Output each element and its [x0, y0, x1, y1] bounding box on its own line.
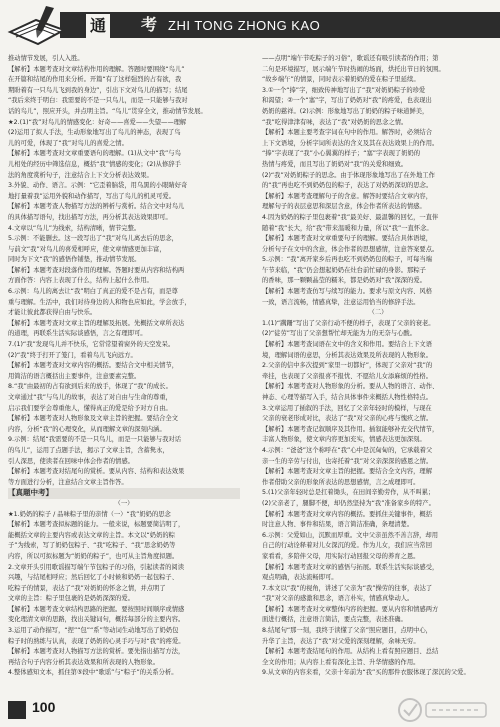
analysis-line: 【解析】本题主要考查字词在句中的作用。解答时，必须结合	[262, 129, 433, 137]
text-line: 理解句子的表层意思和深层含意，体会作者所表达的情感。	[262, 203, 426, 211]
text-line: 3.外貌、动作、语言。示例：“它歪着脑袋，用乌黑的小眼睛好奇	[8, 182, 188, 190]
analysis-line: 【解析】本题考查结尾句的作用。从结构上看有照应题目、总结	[262, 648, 439, 656]
text-line: (2)“我”对奶奶粽子的思念。由于体现形象地写出了在外地工作	[262, 171, 435, 179]
text-line: 8.结尾句“那一刻，我终于读懂了父亲”照应题目，点明中心，	[262, 627, 432, 635]
book-pen-logo-icon	[6, 2, 72, 48]
text-line: 上下文语境，分析字词所表达的含义及其在表达效果上的作用。	[262, 139, 439, 147]
text-line: 父亲的衰老形成对比，表达了“我”对父亲的心疼与愧疚之情。	[262, 415, 433, 423]
text-line: 2.文章开头引用歌谣描写端午节包粽子的习俗，引起读者的阅读	[8, 563, 185, 571]
text-line: 家看看，多陪伴父母，用实际行动回报父母的养育之恩。	[262, 552, 420, 560]
text-line: 吃粽子的情景，表达了“我”对奶奶的怀念之情，并点明了	[8, 584, 166, 592]
text-line: 文章的主旨：粽子里包裹的是奶奶深深的爱。	[8, 595, 134, 603]
text-line: 3.①一个“捧”字，细致传神地写出了“我”对奶奶粽子的珍爱	[262, 86, 426, 94]
text-line: “故乡端午”的情景，同时表示着奶奶的爱在粽子里延续。	[262, 76, 420, 84]
text-line: 丰富人物形象，使文章内容更加充实，情感表达更加深刻。	[262, 436, 426, 444]
text-line: 地打量着我”运用外貌和动作描写，写出了鸟儿的机灵可爱。	[8, 192, 175, 200]
text-line: 7.(1)“我”发现鸟儿并不快乐，它常常望着窗外的天空发呆。	[8, 341, 175, 349]
analysis-line: 【解析】本题考查对文章的感悟与拓展。联系生活实际谈感受，	[262, 563, 439, 571]
text-line: 的具体描写语句，找出描写方法，再分析其表达效果即可。	[8, 213, 172, 221]
text-line: 与前文“我”对鸟儿的喜爱相呼应，使文章情感更加丰富，	[8, 245, 166, 253]
text-line: 话的鸟儿”，照应开头，并点明主旨。“鸟儿”贯穿全文，推动情节发展。	[8, 107, 207, 115]
section-heading: 【真题中考】	[8, 488, 240, 499]
text-line: 午节来临，“我”仍会想起奶奶在灶台前忙碌的身影。那粽子	[262, 266, 426, 274]
text-line: 作者借助父亲的形象所表达的思想感情，言之成理即可。	[262, 478, 420, 486]
text-line: 的道理，再联系生活实际谈感悟，言之有理即可。	[8, 330, 147, 338]
text-line: 儿相处的经历中筛选信息，概括“我”情感的变化；(2)从修辞手	[8, 160, 181, 168]
analysis-line: 【解析】本题考查对人物形象的分析。要从人物的语言、动作、	[262, 383, 439, 391]
header-title-char-tong: 通	[86, 14, 110, 38]
text-line: 用简洁的语言概括出主要事件，注意要素完整。	[8, 372, 141, 380]
text-line: 儿的可爱，体现了“我”对鸟儿的喜爱之情。	[8, 139, 128, 147]
text-line: 的香味，那一颗颗晶莹的糯米，都是奶奶对“我”深深的爱。	[262, 277, 426, 285]
text-line: 的“我”再也吃不到奶奶包的粽子，表达了对奶奶深切的思念。	[262, 182, 433, 190]
text-line: 1.(1)“蹒跚”写出了父亲行动不便的样子，表现了父亲的衰老。	[262, 319, 435, 327]
text-line: 5.示例：“我”离开家乡后再也吃不到奶奶包的粽子，可每当端	[262, 256, 432, 264]
analysis-line: 【解析】本题考查拟标题的能力。一般来说，标题要简洁明了，	[8, 521, 185, 529]
footer-square-marker	[8, 701, 26, 719]
text-line: (2)运用了拟人手法，生动形象地写出了鸟儿的神态，表现了鸟	[8, 129, 181, 137]
text-line: 9.示例：结尾“我需要的不是一只鸟儿，而是一只能够与我对话	[8, 436, 181, 444]
part-heading: （一）	[114, 499, 134, 507]
text-line: 内容，所以可拟标题为“奶奶的粽子”，也可从主旨角度拟题。	[8, 552, 179, 560]
analysis-line: 【解析】本题考查对段落作用的理解。答题时要从内容和结构两	[8, 266, 185, 274]
text-line: 4.文章以“鸟儿”为线索，结构清晰，情节完整。	[8, 224, 141, 232]
text-line: 2.父亲的信中多次提到“家里一切都好”，体现了父亲对“我”的	[262, 362, 433, 370]
page-footer	[0, 693, 500, 727]
text-line: 重与理解。生活中，我们对待身边的人和物也应如此，学会放手，	[8, 298, 191, 306]
analysis-line: 【解析】本题考查对文章重要句子的理解。要结合具体语境，	[262, 235, 433, 243]
text-line: 3.文章运用了插叙的手法，回忆了父亲年轻时的模样，与现在	[262, 404, 432, 412]
text-line: ★1.奶奶的粽子 / 品味粽子里的亲情（一）“我”奶奶的思念	[8, 510, 171, 518]
text-line: 引人深思，使读者在回味中体会作者的情感。	[8, 457, 134, 465]
text-line: 在开篇和结尾的作用来分析。开篇“有了这样强烈的占有欲，我	[8, 76, 182, 84]
text-line: 热情与疼爱，而且写出了奶奶对“我”的关爱和细致。	[262, 160, 408, 168]
text-line: 内容，分析“我”的心理变化，从而理解文章的深刻内涵。	[8, 425, 166, 433]
text-line: 期盼着有一只鸟儿飞到我的身边”，引出下文对鸟儿的描写；结尾	[8, 86, 188, 94]
text-line: (2)父亲老了，腿脚不便，却仍然坚持为“我”准备家乡的特产。	[262, 499, 435, 507]
text-line: 能概括文章的主要内容或表达文章的主旨。本文以“奶奶的粽	[8, 531, 175, 539]
analysis-line: 【解析】本题考查对文章重要语句的理解。(1)从文中“我”与鸟	[8, 150, 181, 158]
analysis-line: 【解析】本题考查仿写与续写的能力。要求与原文内容、风格	[262, 288, 433, 296]
text-line: 5.(1)父亲年轻时总是扛着锄头，在田间辛勤劳作，从不叫累；	[262, 489, 435, 497]
analysis-line: 【解析】本题考查记叙顺序及其作用。插叙能够补充交代情节，	[262, 425, 439, 433]
text-line: 6.示例：鸟儿的离去让“我”明白了真正的爱不是占有，而是尊	[8, 288, 178, 296]
text-line: “我”对父亲的感激和思念，语言朴实，情感真挚动人。	[262, 595, 414, 603]
text-line: 8.“我”由最初的占有欲到后来的放手，体现了“我”的成长。	[8, 383, 172, 391]
text-line: 启示我们要学会尊重他人，懂得真正的爱是给予对方自由。	[8, 404, 172, 412]
text-line: 粽子时的熟练与认真，表现了奶奶的心灵手巧与对“我”的疼爱。	[8, 637, 185, 645]
text-line: 等方面进行分析，注意结合文章主旨作答。	[8, 478, 128, 486]
text-line: “我后来终于明白：我需要的不是一只鸟儿，而是一只能够与我对	[8, 97, 188, 105]
text-line: 牵挂，也表现了父亲报喜不报忧、不愿给儿女添麻烦的性格。	[262, 372, 433, 380]
text-line: 面进行概括，注意语言简洁，要点完整，表述准确。	[262, 616, 407, 624]
analysis-line: 【解析】本题考查对文章内容的概括。要结合文中相关情节，	[8, 362, 179, 370]
text-line: 同时为下文“我”的感悟作铺垫，推动情节发展。	[8, 256, 141, 264]
text-line: 时注意人物、事件和结果，语言简洁准确，条理清楚。	[262, 521, 414, 529]
text-line: 6.示例：父爱如山，沉默而厚重。文中父亲虽然不善言辞，却用	[262, 531, 439, 539]
header-pinyin: ZHI TONG ZHONG KAO	[168, 18, 321, 33]
text-line: “捧”字表现了“我”小心翼翼的样子；“塞”字表现了奶奶的	[262, 150, 421, 158]
text-line: ★2.(1)“我”对鸟儿的情感变化：好奇——喜爱——失望——理解	[8, 118, 187, 126]
text-line: (2)“我”终于打开了笼门，看着鸟儿飞向远方。	[8, 351, 137, 359]
analysis-line: 【解析】本题考查人物描写方法的辨析与赏析。结合文中对鸟儿	[8, 203, 185, 211]
analysis-line: 【解析】本题考查对文章结构作用的理解。答题时要围绕“鸟儿”	[8, 65, 185, 73]
analysis-line: 【解析】本题考查对结尾句的赏析。要从内容、结构和表达效果	[8, 468, 185, 476]
text-line: 文章通过“我”与鸟儿的故事，表达了对自由与生命的尊重，	[8, 394, 172, 401]
text-line: 3.运用了动作描写，“捏”“包”“系”等动词生动地写出了奶奶包	[8, 627, 179, 635]
text-line: (2)“徒劳”写出了父亲想帮忙却无能为力的无奈与心酸。	[262, 330, 416, 338]
analysis-line: 【解析】本题考查理解句子的含意。解答时要结合文章内容，	[262, 192, 433, 200]
header-banner	[0, 0, 500, 50]
analysis-line: 【解析】本题考查对文章内容的概括。要抓住关键事件，概括	[262, 510, 433, 518]
answer-site-watermark-icon	[396, 695, 492, 725]
text-line: 分析句子在文中的含意，体会作者的思想感情，注意答案要点。	[262, 245, 439, 253]
text-line: 二句是环境描写，展示端午节时热闹的场面，烘托出节日的氛围。	[262, 65, 445, 73]
text-line: 自己的行动诠释着对儿女深沉的爱。作为儿女，我们应当常回	[262, 542, 433, 550]
text-line: 一致，语言流畅，情感真挚，注意运用恰当的修辞手法。	[262, 298, 420, 306]
text-line: 4.示例：“爸爸”这个称呼在“我”心中是沉甸甸的，它承载着父	[262, 446, 433, 454]
text-line: 兴趣，与结尾相呼应；然后回忆了小时候和奶奶一起包粽子、	[8, 574, 179, 582]
analysis-line: 【解析】本题考查对文章整体内容的把握。要从内容和情感两方	[262, 605, 439, 613]
analysis-line: 【解析】本题考查词语在文中的含义和作用。要结合上下文语	[262, 341, 433, 349]
text-line: 境，理解词语的意思，分析其表达效果及所表现的人物形象。	[262, 351, 433, 359]
text-line: 随着“我”长大，给“我”带来温暖和力量，所以“我”一直怀念。	[262, 224, 433, 232]
analysis-line: 【解析】本题考查对文章主旨的理解及拓展。先概括文章所表达	[8, 319, 185, 327]
text-line: “我”吃得津津有味，表达了“我”对奶奶的思念之情。	[262, 118, 408, 126]
text-line: 再结合句子内容分析其表达效果和所表现的人物形象。	[8, 658, 160, 666]
text-line: 方面作答：内容上表现了什么，结构上起什么作用。	[8, 277, 153, 285]
analysis-line: 【解析】本题考查文章结构思路的把握。要按照时间顺序或情感	[8, 605, 185, 613]
analysis-line: 【解析】本题考查对人物形象及文章主旨的把握。要结合全文	[8, 415, 179, 423]
right-column	[262, 54, 494, 679]
text-line: 4.因为奶奶的粽子里包裹着“我”最美好、最温馨的回忆，一直伴	[262, 213, 439, 221]
text-line: 子”为线索，写了奶奶包粽子、“我”吃粽子、“我”思念奶奶等	[8, 542, 176, 550]
text-line: 推动情节发展，引人入胜。	[8, 55, 84, 62]
text-line: 的鸟儿”，运用了点题手法，揭示了文章主旨，含蓄隽永，	[8, 446, 169, 454]
text-line: 5.示例：不能删去。这一段写出了“我”对鸟儿离去后的思念，	[8, 235, 178, 243]
text-line: 才能让彼此都获得自由与快乐。	[8, 309, 97, 317]
text-line: ——点明“端午节吃粽子的习俗”，歌谣还有吸引读者的作用；第	[262, 55, 439, 62]
text-line: 升华了主旨，表达了“我”对父爱的深刻理解，余味无穷。	[262, 637, 420, 645]
analysis-line: 【解析】本题考查对文章主旨的把握。要结合全文内容，理解	[262, 468, 433, 476]
text-line: 和渴望；②一个“塞”字，写出了奶奶对“我”的疼爱，也表现出	[262, 97, 432, 105]
text-line: 7.本文以“我”的视角，讲述了父亲为“我”操劳的往事，表达了	[262, 584, 433, 592]
text-line: 4.整体感知文本，抓住第⑤段中“歌谣”与“粽子”的关系分析。	[8, 669, 178, 677]
text-line: 奶奶的慈祥。(2)示例：形象地写出了奶奶的粽子味道鲜美，	[262, 107, 429, 115]
text-line: 变化理清文章的思路，找出关键词句，概括每部分的主要内容。	[8, 616, 185, 624]
analysis-line: 【解析】本题考查对人物描写方法的赏析。要先指出描写方法，	[8, 648, 185, 656]
text-line: 全文的作用；从内容上看有深化主旨、升华情感的作用。	[262, 658, 420, 666]
text-line: 9.从文章的内容来看，父亲十年前为“我”买的那件衣服体现了深沉的父爱。	[262, 669, 470, 677]
left-column	[8, 54, 240, 679]
page-number: 100	[32, 699, 56, 715]
text-line: 神态、心理等描写入手，结合具体事件来概括人物性格特点。	[262, 394, 433, 401]
text-line: 法的角度赏析句子，注意结合上下文分析表达效果。	[8, 171, 153, 179]
text-line: 亲一生的辛劳与付出，也寄托着“我”对父亲深深的感恩之情。	[262, 457, 433, 465]
header-title-char-kao: 考	[140, 15, 157, 34]
part-heading: （二）	[368, 309, 388, 317]
text-line: 观点明确，表达流畅即可。	[262, 574, 338, 582]
